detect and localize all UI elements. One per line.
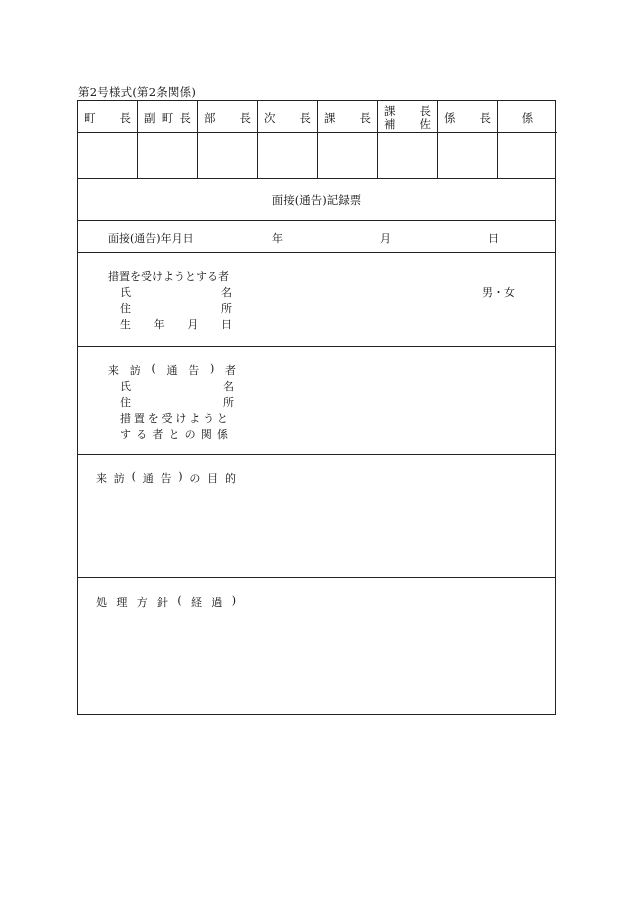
approval-col-deputy-mayor	[138, 101, 198, 178]
seal-box[interactable]	[198, 133, 257, 178]
header-char: 部	[204, 111, 216, 125]
header-char: 長	[359, 111, 371, 125]
label-char: 過	[211, 596, 223, 609]
approval-header	[258, 101, 317, 133]
label-char: 告	[188, 364, 200, 377]
label-char: 来	[96, 472, 107, 485]
label-char: 訪	[113, 472, 125, 485]
label-char: 年	[153, 318, 165, 331]
label-char: )	[231, 594, 236, 607]
label-char: 氏	[120, 286, 131, 299]
label-char: )	[178, 470, 183, 483]
interview-date-label: 面接(通告)年月日	[108, 232, 194, 245]
header-char: 町	[84, 111, 96, 125]
label-char: 目	[207, 472, 219, 485]
label-char: 措	[120, 412, 131, 425]
header-char: 副	[144, 111, 156, 125]
approval-header	[498, 101, 557, 133]
visitor-heading	[108, 362, 236, 378]
header-char: 長	[239, 111, 251, 125]
month-label: 月	[380, 232, 391, 245]
approval-col-mayor	[78, 101, 138, 178]
label-char: 方	[136, 596, 148, 609]
label-char: の	[189, 472, 201, 485]
label-char: (	[131, 470, 136, 483]
approval-header	[198, 101, 257, 133]
label-char: 訪	[129, 364, 141, 377]
sex-option-label[interactable]: 男・女	[482, 286, 515, 299]
label-char: 住	[120, 302, 131, 315]
label-char: 告	[160, 472, 172, 485]
header-char: 長	[179, 111, 191, 125]
label-char: 所	[223, 396, 234, 409]
label-char: う	[203, 412, 215, 425]
approval-header	[378, 101, 437, 133]
header-char: 長	[419, 104, 431, 118]
label-char: (	[151, 362, 156, 375]
label-char: す	[120, 428, 131, 441]
form-title: 面接(通告)記録票	[271, 193, 362, 207]
label-char: 受	[161, 412, 173, 425]
approval-col-director	[198, 101, 258, 178]
seal-box[interactable]	[138, 133, 197, 178]
label-char: け	[175, 412, 187, 425]
seal-box[interactable]	[78, 133, 137, 178]
form-number: 第2号様式(第2条関係)	[78, 85, 197, 99]
header-char: 次	[264, 111, 276, 125]
label-char: 日	[220, 318, 232, 331]
handling-policy-section[interactable]	[78, 578, 555, 716]
header-char: 係	[521, 111, 534, 125]
header-char: 課	[384, 104, 396, 118]
seal-box[interactable]	[438, 133, 497, 178]
label-char: 生	[120, 318, 131, 331]
approval-col-unit-chief	[438, 101, 498, 178]
label-char: 月	[187, 318, 199, 331]
header-char: 長	[479, 111, 491, 125]
seal-box[interactable]	[498, 133, 557, 178]
label-char: 的	[224, 472, 236, 485]
approval-col-section-chief	[318, 101, 378, 178]
label-char: 所	[221, 302, 232, 315]
visitor-relation-label-line2	[120, 426, 228, 442]
approval-col-staff	[498, 101, 557, 178]
label-char: 関	[200, 428, 212, 441]
approval-header	[78, 101, 137, 133]
label-char: 者	[225, 364, 236, 377]
approval-col-assistant-chief	[378, 101, 438, 178]
header-char: 長	[299, 111, 311, 125]
header-char: 長	[119, 111, 131, 125]
title-row	[78, 178, 555, 221]
header-char: 補	[384, 117, 396, 131]
header-char: 町	[161, 111, 174, 125]
applicant-heading: 措置を受けようとする者	[108, 270, 229, 283]
handling-policy-heading	[96, 594, 236, 610]
label-char: を	[147, 412, 159, 425]
label-char: 名	[221, 286, 232, 299]
label-char: 理	[116, 596, 128, 609]
label-char: 置	[133, 412, 145, 425]
visitor-name-label	[120, 378, 234, 394]
applicant-name-label	[120, 284, 232, 300]
visitor-address-label	[120, 394, 234, 410]
approval-col-deputy-director	[258, 101, 318, 178]
label-char: 住	[120, 396, 131, 409]
label-char: 針	[157, 596, 169, 609]
header-char: 係	[444, 111, 456, 125]
label-char: る	[136, 428, 148, 441]
label-char: 者	[152, 428, 164, 441]
visit-purpose-heading	[96, 470, 236, 486]
seal-box[interactable]	[378, 133, 437, 178]
approval-header	[318, 101, 377, 133]
label-char: 来	[108, 364, 119, 377]
label-char: )	[209, 362, 215, 375]
label-char: 経	[191, 596, 203, 609]
day-label: 日	[488, 232, 499, 245]
label-char: 氏	[120, 380, 131, 393]
applicant-address-label	[120, 300, 232, 316]
visitor-section[interactable]	[78, 347, 555, 455]
visit-purpose-section[interactable]	[78, 455, 555, 578]
seal-box[interactable]	[258, 133, 317, 178]
label-char: と	[216, 412, 228, 425]
year-label: 年	[272, 232, 283, 245]
label-char: と	[168, 428, 180, 441]
label-char: 通	[166, 364, 178, 377]
label-char: 処	[96, 596, 107, 609]
visitor-relation-label-line1	[120, 410, 228, 426]
interview-date-row[interactable]	[78, 221, 555, 253]
approval-header	[438, 101, 497, 133]
approval-seal-grid	[78, 101, 555, 179]
record-sheet	[77, 100, 556, 715]
label-char: の	[184, 428, 196, 441]
label-char: (	[177, 594, 182, 607]
label-char: よ	[189, 412, 201, 425]
applicant-birthdate-label	[120, 316, 232, 332]
header-char: 課	[324, 111, 336, 125]
applicant-section[interactable]	[78, 253, 555, 347]
header-char: 佐	[419, 117, 431, 131]
label-char: 名	[223, 380, 234, 393]
label-char: 通	[142, 472, 154, 485]
seal-box[interactable]	[318, 133, 377, 178]
approval-header	[138, 101, 197, 133]
label-char: 係	[216, 428, 228, 441]
